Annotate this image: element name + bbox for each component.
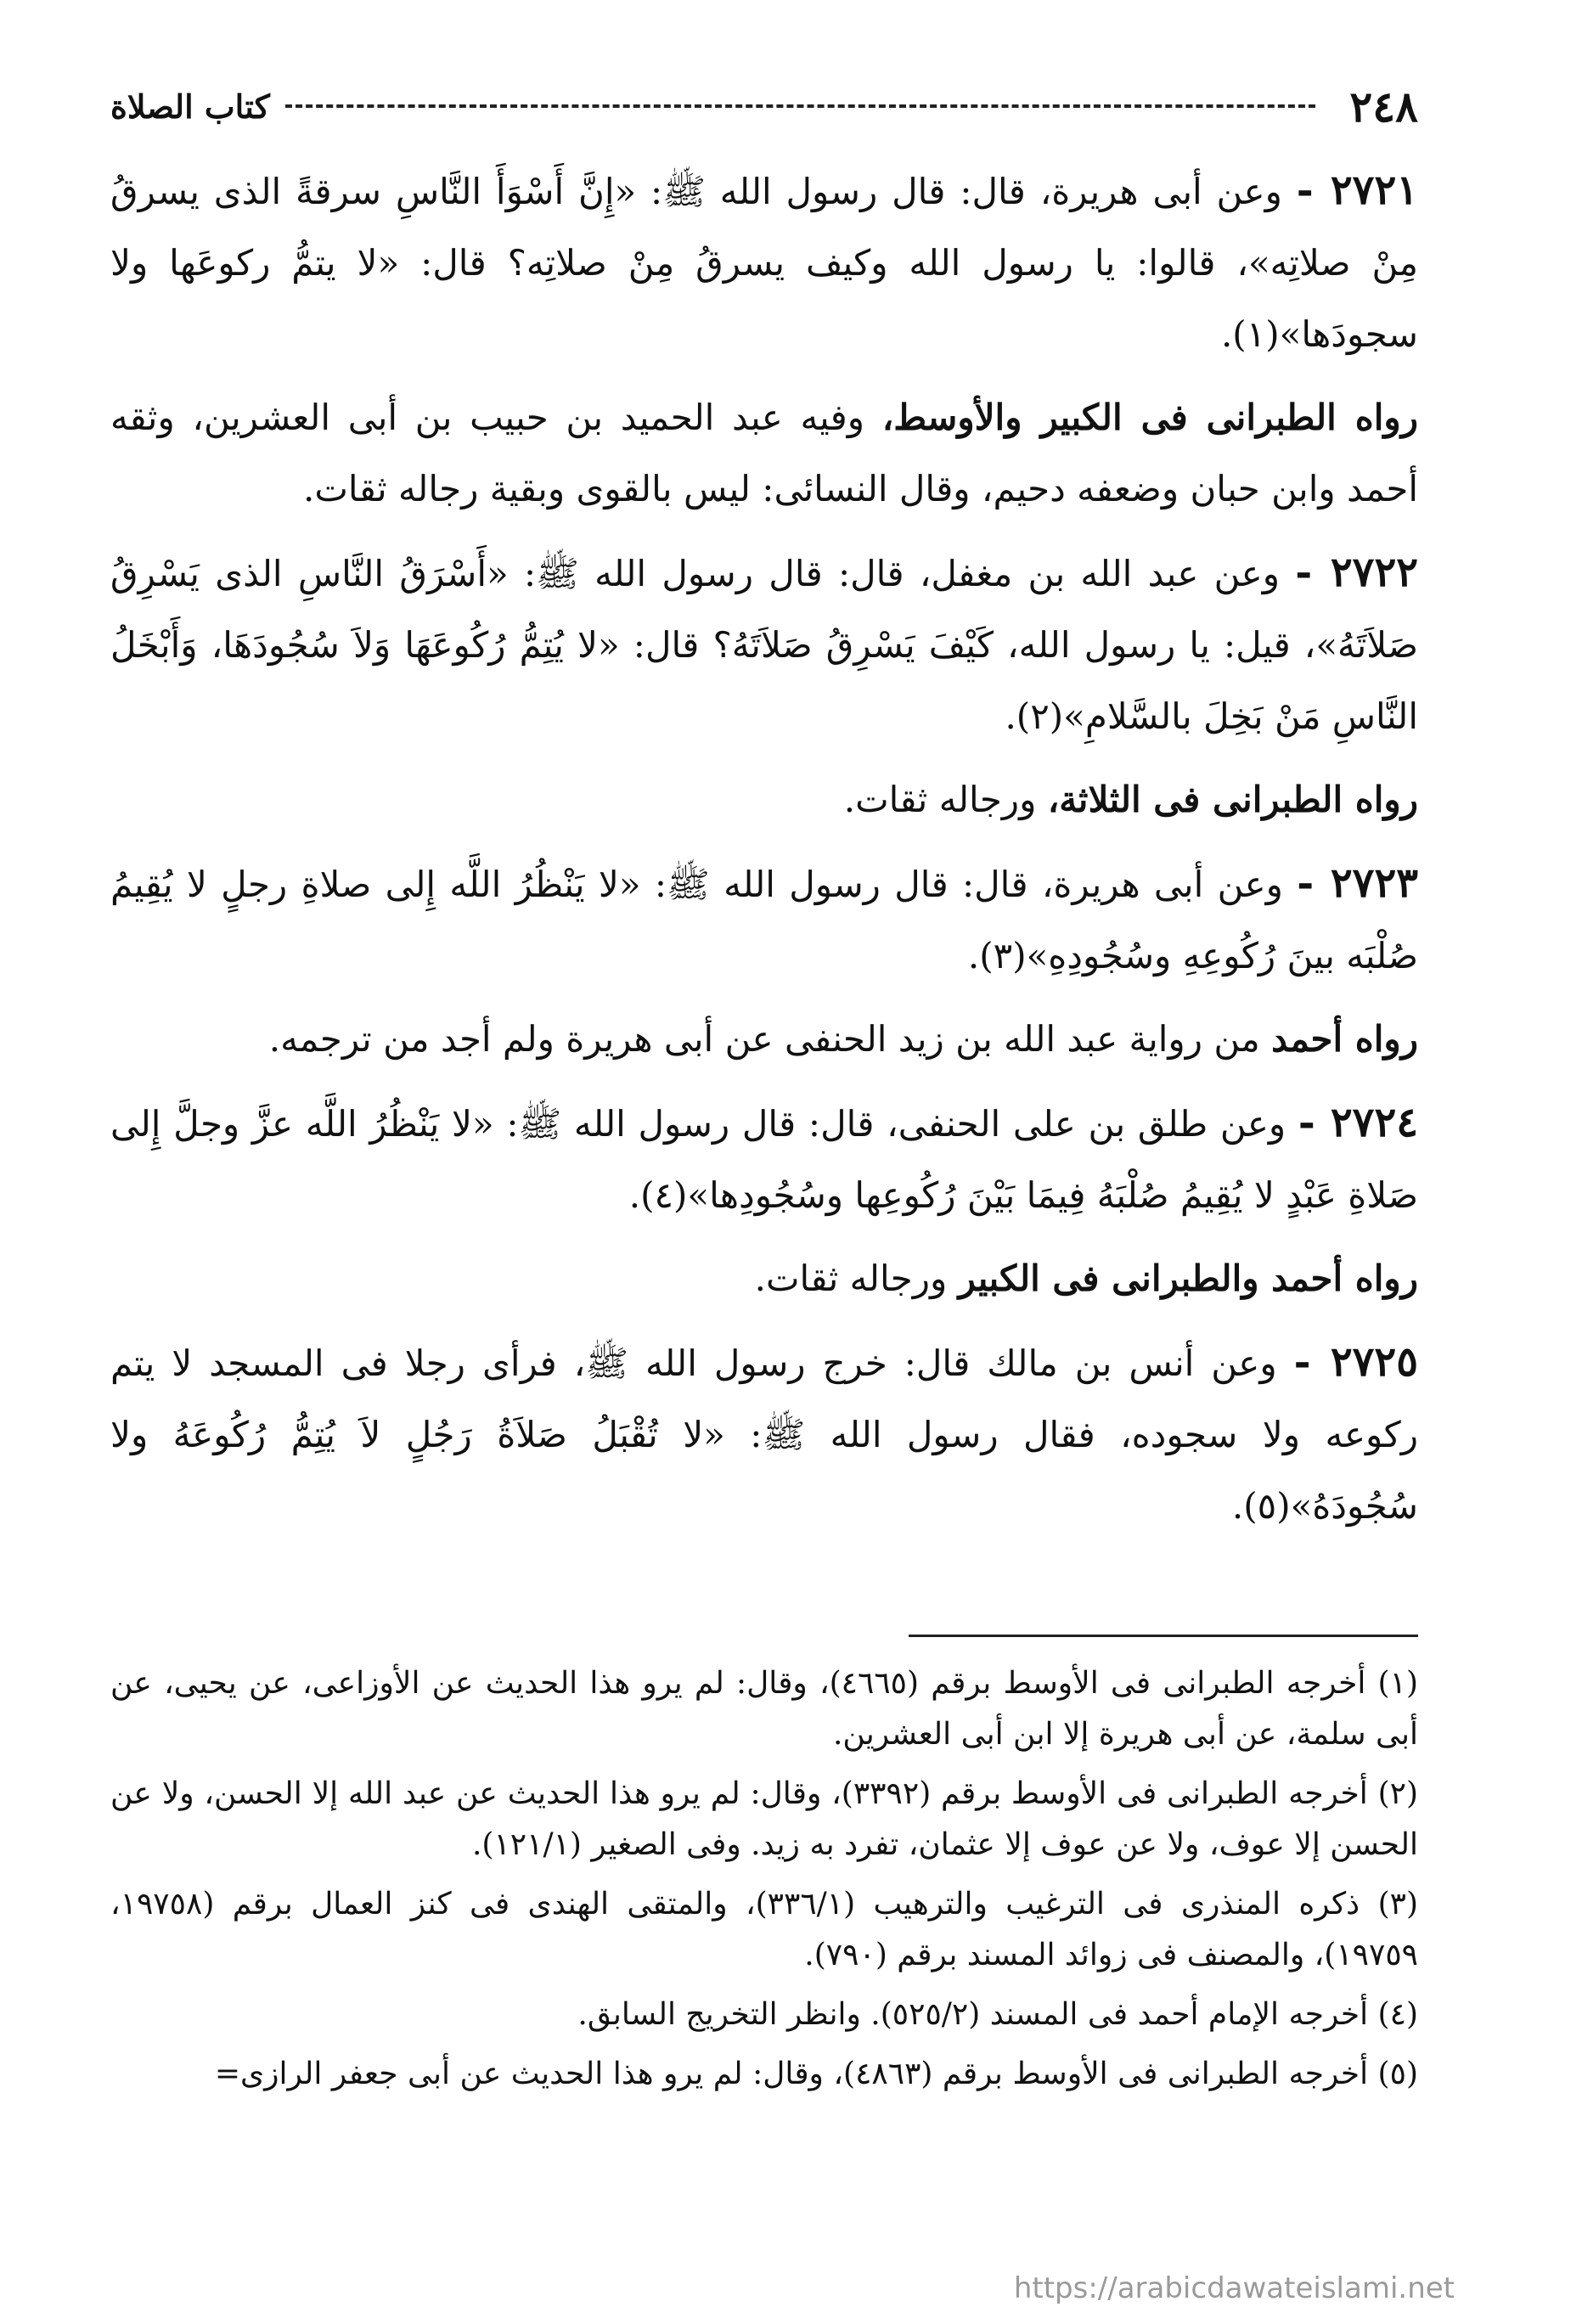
chapter-title: كتاب الصلاة <box>110 87 270 126</box>
hadith-text: وعن أبى هريرة، قال: قال رسول الله ﷺ: «إِنَّ أَسْوَأَ النَّاسِ سرقةً الذى يسرقُ مِنْ صلاتِه»، قالوا: يا رسول الله وكيف يسرقُ مِنْ صلاتِه؟ قال: «لا يتمُّ ركوعَها ولا سجودَها»(١). <box>110 171 1418 355</box>
hadith-number: ٢٧٢٣ - <box>1297 859 1418 907</box>
footnote-1: (١) أخرجه الطبرانى فى الأوسط برقم (٤٦٦٥)، وقال: لم يرو هذا الحديث عن الأوزاعى، عن يحيى، عن أبى سلمة، عن أبى هريرة إلا ابن أبى العشرين. <box>110 1666 1418 1752</box>
hadith-2722 <box>110 537 1418 752</box>
footnote-5: (٥) أخرجه الطبرانى فى الأوسط برقم (٤٨٦٣)، وقال: لم يرو هذا الحديث عن أبى جعفر الرازى= <box>214 2057 1418 2091</box>
narration-note <box>110 764 1418 836</box>
narration-text: ورجاله ثقات. <box>843 779 1048 820</box>
page-number: ٢٤٨ <box>1349 81 1418 132</box>
hadith-number: ٢٧٢٥ - <box>1293 1338 1418 1386</box>
hadith-number: ٢٧٢٢ - <box>1295 549 1418 596</box>
footnote-2: (٢) أخرجه الطبرانى فى الأوسط برقم (٣٣٩٢)، وقال: لم يرو هذا الحديث عن عبد الله إلا الحسن، ولا عن الحسن إلا عوف، ولا عن عوف إلا عثمان، تفرد به زيد. وفى الصغير (١٢١/١). <box>110 1776 1419 1862</box>
narration-lead: رواه الطبرانى فى الثلاثة، <box>1047 779 1418 820</box>
hadith-2723 <box>110 847 1418 992</box>
footnote-3: (٣) ذكره المنذرى فى الترغيب والترهيب (٣٣٦/١)، والمتقى الهندى فى كنز العمال برقم (١٩٧٥٨، ١٩٧٥٩)، والمصنف فى زوائد المسند برقم (٧٩٠). <box>110 1887 1419 1972</box>
footnote-separator <box>909 1635 1418 1637</box>
hadith-2724 <box>110 1087 1418 1231</box>
hadith-number: ٢٧٢١ - <box>1296 166 1418 214</box>
narration-note <box>110 1004 1418 1075</box>
narration-note <box>110 1243 1418 1314</box>
header-rule <box>285 104 1316 108</box>
narration-note <box>110 382 1418 525</box>
footnote-4: (٤) أخرجه الإمام أحمد فى المسند (٥٢٥/٢). وانظر التخريج السابق. <box>577 1997 1418 2032</box>
footnotes <box>110 1658 1418 2108</box>
narration-lead: رواه أحمد والطبرانى فى الكبير <box>958 1258 1418 1299</box>
hadith-text: وعن عبد الله بن مغفل، قال: قال رسول الله ﷺ: «أَسْرَقُ النَّاسِ الذى يَسْرِقُ صَلاَتَهُ»، قيل: يا رسول الله، كَيْفَ يَسْرِقُ صَلاَتَهُ؟ قال: «لا يُتِمُّ رُكُوعَهَا وَلاَ سُجُودَهَا، وَأَبْخَلُ النَّاسِ مَنْ بَخِلَ بالسَّلامِ»(٢). <box>110 553 1418 737</box>
site-watermark: https://arabicdawateislami.net <box>1013 2271 1455 2305</box>
narration-text: من رواية عبد الله بن زيد الحنفى عن أبى هريرة ولم أجد من ترجمه. <box>268 1018 1272 1060</box>
narration-lead: رواه الطبرانى فى الكبير والأوسط، <box>881 397 1418 438</box>
hadith-2721 <box>110 155 1418 370</box>
narration-text: ورجاله ثقات. <box>754 1258 959 1299</box>
book-page <box>110 76 1418 1554</box>
narration-text: وفيه عبد الحميد بن حبيب بن أبى العشرين، وثقه أحمد وابن حبان وضعفه دحيم، وقال النسائى: ليس بالقوى وبقية رجاله ثقات. <box>110 397 1418 509</box>
page-header <box>110 76 1418 136</box>
hadith-text: وعن أبى هريرة، قال: قال رسول الله ﷺ: «لا يَنْظُرُ اللَّه إِلى صلاةِ رجلٍ لا يُقِيمُ صُلْبَه بينَ رُكُوعِهِ وسُجُودِهِ»(٣). <box>110 864 1418 976</box>
hadith-text: وعن طلق بن على الحنفى، قال: قال رسول الله ﷺ: «لا يَنْظُرُ اللَّه عزَّ وجلَّ إِلى صَلاةِ عَبْدٍ لا يُقِيمُ صُلْبَهُ فِيمَا بَيْنَ رُكُوعِها وسُجُودِها»(٤). <box>110 1103 1418 1216</box>
hadith-number: ٢٧٢٤ - <box>1298 1099 1418 1146</box>
hadith-text: وعن أنس بن مالك قال: خرج رسول الله ﷺ، فرأى رجلا فى المسجد لا يتم ركوعه ولا سجوده، فقال رسول الله ﷺ: «لا تُقْبَلُ صَلاَةُ رَجُلٍ لاَ يُتِمُّ رُكُوعَهُ ولا سُجُودَهُ»(٥). <box>110 1342 1418 1527</box>
hadith-2725 <box>110 1326 1418 1542</box>
main-text <box>110 155 1418 1542</box>
narration-lead: رواه أحمد <box>1271 1018 1418 1060</box>
